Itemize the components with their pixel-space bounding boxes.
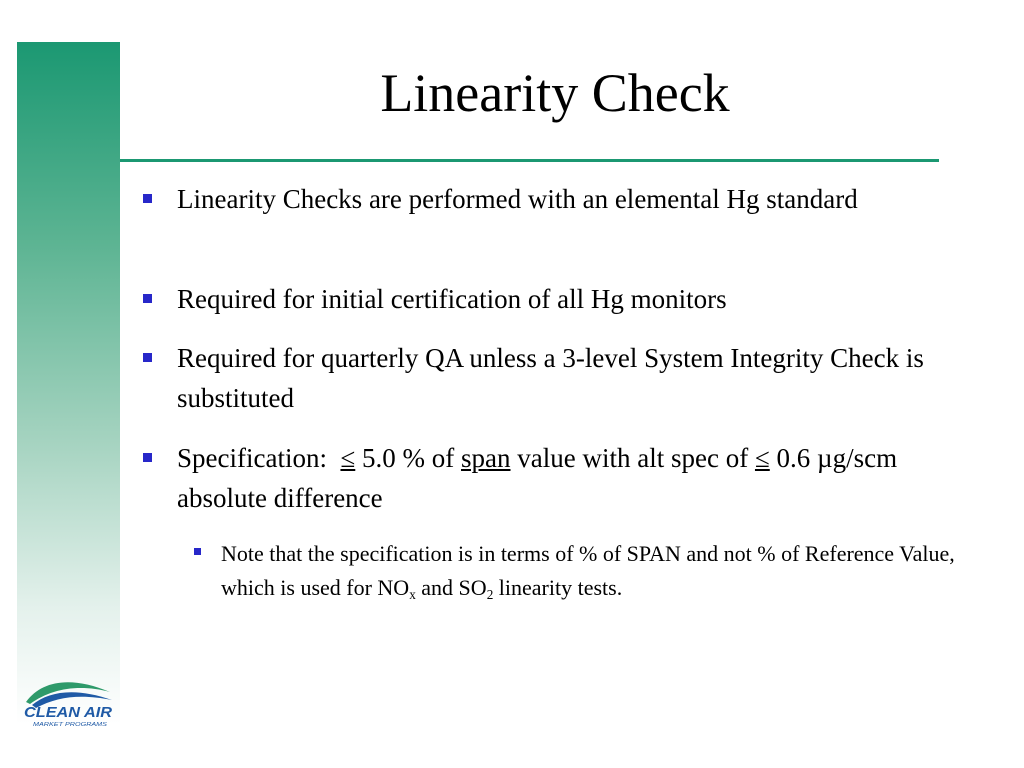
square-bullet-icon — [143, 294, 152, 303]
subscript-x: x — [409, 586, 416, 602]
spec-suffix: 0.6 µg/scm absolute difference — [177, 443, 898, 513]
bullet-item-4 — [177, 438, 987, 518]
side-gradient-bar — [17, 42, 120, 768]
note-text — [221, 541, 955, 600]
spec-prefix: Specification: — [177, 443, 341, 473]
span-word: span — [461, 443, 511, 473]
note-part-1: Note that the specification is in terms of % of SPAN and not % of Reference Value, which is used for NO — [221, 541, 955, 600]
note-part-2: and SO — [415, 575, 487, 600]
bullet-text: Required for quarterly QA unless a 3-level System Integrity Check is substituted — [177, 343, 924, 413]
square-bullet-icon — [143, 353, 152, 362]
small-square-bullet-icon — [194, 548, 201, 555]
less-equal-symbol: ≤ — [340, 443, 356, 473]
square-bullet-icon — [143, 453, 152, 462]
bullet-item-1 — [177, 179, 987, 219]
bullet-text: Required for initial certification of all Hg monitors — [177, 284, 727, 314]
bullet-text: Linearity Checks are performed with an elemental Hg standard — [177, 184, 858, 214]
square-bullet-icon — [143, 194, 152, 203]
less-equal-symbol-2: ≤ — [754, 443, 770, 473]
clean-air-logo — [20, 672, 116, 728]
sub-bullet-note — [221, 537, 986, 605]
spec-percent: 5.0 % of — [355, 443, 462, 473]
logo-tagline: MARKET PROGRAMS — [33, 722, 108, 728]
spec-alt: value with alt spec of — [510, 443, 755, 473]
slide-title: Linearity Check — [380, 63, 730, 123]
bullet-text — [177, 443, 897, 513]
logo-main-text: CLEAN AIR — [24, 704, 113, 721]
note-part-3: linearity tests. — [493, 575, 623, 600]
bullet-item-2 — [177, 279, 987, 319]
bullet-item-3 — [177, 338, 987, 418]
subscript-2: 2 — [486, 586, 494, 602]
title-underline-rule — [120, 159, 939, 162]
